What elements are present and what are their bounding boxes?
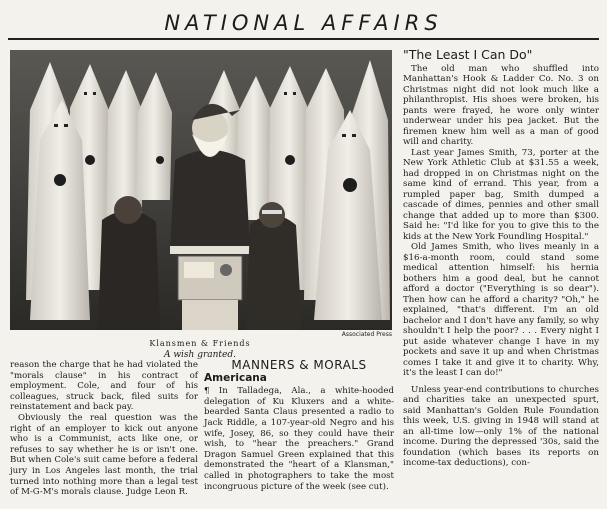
photo-credit: Associated Press [341, 331, 392, 338]
section-heading: MANNERS & MORALS [231, 358, 367, 372]
paragraph: Unless year-end contributions to churches and charities take an unexpected spurt, said Manhattan's Golden Rule Foundation this week, U.S. giving in 1948 will stand at an all-time low—only 1% of the national income. During the depressed '30s, said the foundation (which bases its reports on income-tax deductions), con- [403, 384, 599, 468]
caption-subtitle: A wish granted. [163, 350, 236, 360]
left-column [10, 360, 198, 498]
paragraph: Obviously the real question was the right of an employer to kick out anyone who is a Communist, acts like one, or refuses to say whether he is or isn't one. But when Cole's suit came before a federal jury in Los Angeles last month, the trial turned into nothing more than a legal test of M-G-M's morals clause. Judge Leon R. [10, 412, 198, 498]
section-header [8, 4, 599, 40]
article-title: "The Least I Can Do" [403, 47, 533, 62]
paragraph: The old man who shuffled into Manhattan's Hook & Ladder Co. No. 3 on Christmas night did not look much like a philanthropist. His shoes were broken, his pants were frayed, he wore only winter underwear under his pea jacket. But the firemen knew him well as a man of good will and charity. [403, 63, 599, 147]
news-photo [10, 50, 392, 330]
paragraph: reason the charge that he had violated the "morals clause" in his contract of employment. Cole, and four of his colleagues, struck back, filed suits for reinstatement and back pay. [10, 360, 198, 413]
paragraph: ¶ In Talladega, Ala., a white-hooded delegation of Ku Kluxers and a white-bearded Santa Claus presented a radio to Jack Riddle, a 107-year-old Negro and his wife, Josey, 86, so they could have their wish, to "hear the preachers." Grand Dragon Samuel Green explained that this demonstrated the "heart of a Klansman," called in photographers to take the most incongruous picture of the week (see cut). [204, 386, 394, 492]
paragraph: Last year James Smith, 73, porter at the New York Athletic Club at $31.55 a week, had dropped in on Christmas night on the same kind of errand. This year, from a rumpled paper bag, Smith dumped a cascade of dimes, pennies and other small change that added up to more than $300. Said he: "I'd like for you to give this to the kids at the New York Foundling Hospital." [403, 147, 599, 242]
section-title: NATIONAL AFFAIRS [164, 11, 443, 35]
subsection-heading: Americana [204, 371, 267, 384]
right-column [403, 47, 599, 469]
middle-column [204, 360, 394, 492]
paragraph: Old James Smith, who lives meanly in a $16-a-month room, could stand some medical attention himself: his hernia bothers him a good deal, but he cannot afford a doctor ("Everything is so dear"). Then how can he afford a charity? "Oh," he explained, "that's different. I'm an old bachelor and I don't have any family, so why shouldn't I help the poor? . . . Every night I put aside whatever change I have in my pockets and save it up and when Christmas comes I take it and give it to charity. Why, it's the least I can do!" [403, 242, 599, 378]
caption-title: Klansmen & Friends [149, 339, 251, 348]
